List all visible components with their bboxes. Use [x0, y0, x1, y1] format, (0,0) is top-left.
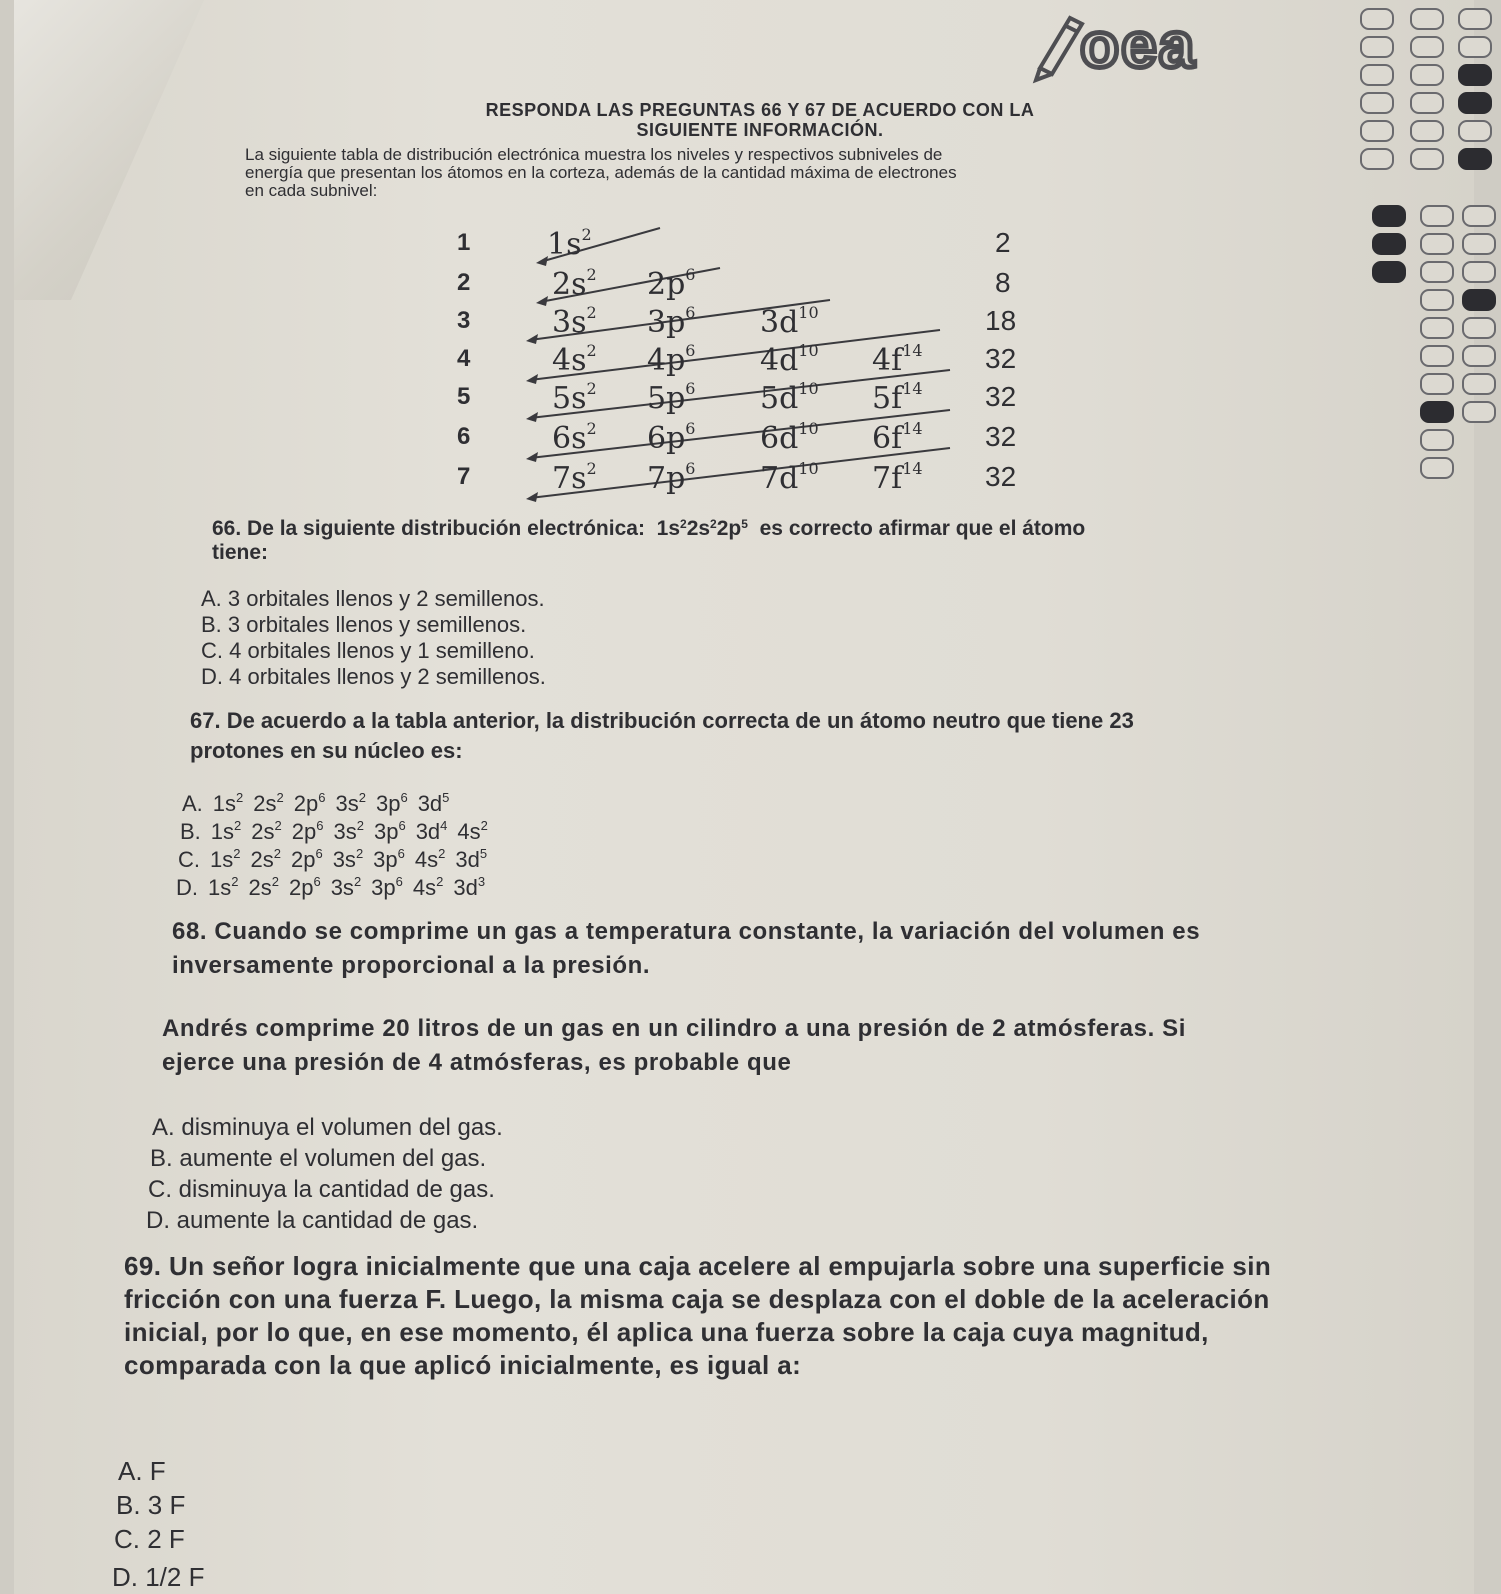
orbital-term: $1s^2$ [547, 225, 592, 262]
q68-line-2: inversamente proporcional a la presión. [172, 952, 651, 979]
orbital-term: $7f^{14}$ [872, 459, 923, 496]
q66-line-2: tiene: [212, 541, 269, 564]
orbital-term: $5s^2$ [552, 379, 597, 416]
q69-option-b[interactable]: B. 3 F [116, 1490, 186, 1520]
config-term: $3p^6$ [373, 818, 406, 844]
answer-bubbles-top-2 [1410, 8, 1444, 170]
answer-bubble [1462, 261, 1496, 283]
q68-line-4: ejerce una presión de 4 atmósferas, es probable que [162, 1049, 792, 1076]
q69-line-1: 69. Un señor logra inicialmente que una caja acelere al empujarla sobre una superficie sin [124, 1251, 1272, 1281]
config-term: $3s^2$ [333, 818, 364, 844]
q67-option-c[interactable] [178, 846, 497, 873]
level-number: 4 [457, 345, 471, 372]
config-term: $1s^2$ [208, 874, 239, 900]
level-number: 2 [457, 269, 471, 296]
answer-bubble [1420, 345, 1454, 367]
answer-bubble [1420, 373, 1454, 395]
answer-bubble [1360, 92, 1394, 114]
answer-bubble-filled [1372, 233, 1406, 255]
orbital-term: $6p^6$ [647, 419, 696, 456]
orbital-term: $5d^{10}$ [760, 379, 819, 416]
config-term: $2p^6$ [291, 818, 324, 844]
orbital-term: $4f^{14}$ [872, 341, 923, 378]
answer-bubble-filled [1372, 205, 1406, 227]
q68-option-b[interactable]: B. aumente el volumen del gas. [150, 1145, 487, 1172]
answer-bubble [1410, 92, 1444, 114]
orbital-term: $6f^{14}$ [872, 419, 923, 456]
q67-option-b[interactable] [180, 818, 498, 845]
answer-bubble [1420, 205, 1454, 227]
config-term: $3p^6$ [371, 874, 403, 900]
config-term: $3d^5$ [417, 790, 450, 816]
intro-line-2: energía que presentan los átomos en la corteza, además de la cantidad máxima de electrones [245, 163, 957, 182]
level-number: 7 [457, 463, 471, 490]
section-heading [410, 100, 1110, 140]
max-electrons: 32 [985, 421, 1017, 452]
q69-line-4: comparada con la que aplicó inicialmente, es igual a: [124, 1350, 802, 1380]
config-term: $1s^2$ [212, 790, 244, 816]
max-electrons: 32 [985, 381, 1017, 412]
orbital-term: $6s^2$ [552, 419, 597, 456]
answer-bubbles-top [1360, 8, 1394, 170]
answer-bubbles-mid [1420, 205, 1454, 479]
config-term: $4s^2$ [457, 818, 488, 844]
question-67 [190, 706, 1370, 766]
orbital-term: $5p^6$ [647, 379, 696, 416]
answer-bubble [1458, 36, 1492, 58]
q67-line-1: 67. De acuerdo a la tabla anterior, la distribución correcta de un átomo neutro que tiene 23 [190, 708, 1134, 733]
config-term: $2p^6$ [288, 874, 321, 900]
max-electrons: 8 [995, 267, 1011, 298]
question-68-body [162, 1012, 1432, 1080]
option-letter: B. [180, 819, 201, 844]
answer-bubble-filled [1420, 401, 1454, 423]
orbital-term: $7s^2$ [552, 459, 597, 496]
intro-line-1: La siguiente tabla de distribución electrónica muestra los niveles y respectivos subniveles de [245, 145, 943, 164]
q68-line-1: 68. Cuando se comprime un gas a temperatura constante, la variación del volumen es [172, 918, 1201, 945]
config-term: $4s^2$ [412, 874, 444, 900]
orbital-term: $4s^2$ [552, 341, 597, 378]
orbital-term: $7p^6$ [647, 459, 696, 496]
level-number: 6 [457, 423, 471, 450]
option-letter: A. [182, 791, 203, 816]
max-electrons: 18 [985, 305, 1017, 336]
config-term: $4s^2$ [414, 846, 446, 872]
config-term: $3s^2$ [330, 874, 362, 900]
config-term: $3p^6$ [373, 846, 405, 872]
q69-option-c[interactable]: C. 2 F [114, 1524, 185, 1554]
config-term: $3s^2$ [332, 846, 364, 872]
answer-bubble [1410, 120, 1444, 142]
max-electrons: 32 [985, 461, 1017, 492]
orbital-term: $3p^6$ [647, 303, 696, 340]
question-66 [212, 512, 1332, 565]
orbital-term: $7d^{10}$ [760, 459, 819, 496]
level-number: 3 [457, 307, 471, 334]
q67-line-2: protones en su núcleo es: [190, 738, 463, 763]
config-term: $2s^2$ [253, 790, 284, 816]
orbital-term: $4p^6$ [647, 341, 696, 378]
orbital-term: $2s^2$ [552, 265, 597, 302]
q67-option-d[interactable] [176, 874, 495, 901]
answer-bubble-filled [1462, 289, 1496, 311]
config-term: $3d^3$ [453, 874, 486, 900]
option-letter: C. [178, 847, 200, 872]
orbital-term: $3s^2$ [552, 303, 597, 340]
question-68 [172, 915, 1422, 983]
answer-bubble [1360, 148, 1394, 170]
answer-bubble [1410, 64, 1444, 86]
config-term: $3s^2$ [335, 790, 366, 816]
config-term: $1s^2$ [210, 846, 241, 872]
max-electrons: 32 [985, 343, 1017, 374]
answer-bubble [1360, 36, 1394, 58]
orbital-term: $6d^{10}$ [760, 419, 819, 456]
q66-prefix: 66. De la siguiente distribución electrónica: [212, 517, 645, 540]
answer-bubble [1420, 317, 1454, 339]
answer-bubble [1420, 457, 1454, 479]
answer-bubble-filled [1372, 261, 1406, 283]
max-electrons: 2 [995, 227, 1011, 258]
intro-paragraph [245, 146, 1265, 200]
q69-line-3: inicial, por lo que, en ese momento, él aplica una fuerza sobre la caja cuya magnitud, [124, 1317, 1209, 1347]
config-term: $3d^5$ [455, 846, 488, 872]
config-term: $2s^2$ [250, 846, 281, 872]
answer-bubble-filled [1458, 148, 1492, 170]
answer-bubble [1420, 233, 1454, 255]
q68-option-d[interactable]: D. aumente la cantidad de gas. [146, 1207, 479, 1234]
heading-line-2: SIGUIENTE INFORMACIÓN. [636, 120, 884, 140]
config-term: $2p^6$ [293, 790, 326, 816]
q66-option-a[interactable]: A. 3 orbitales llenos y 2 semillenos. [201, 586, 545, 611]
brand-logo-text: oea [1080, 9, 1197, 81]
intro-line-3: en cada subnivel: [245, 181, 378, 200]
orbital-term: $2p^6$ [647, 265, 696, 302]
level-number: 1 [457, 229, 471, 256]
config-term: $3d^4$ [415, 818, 448, 844]
level-number: 5 [457, 383, 471, 410]
config-term: $2s^2$ [251, 818, 282, 844]
answer-bubble [1360, 120, 1394, 142]
answer-bubble [1462, 345, 1496, 367]
q68-option-c[interactable]: C. disminuya la cantidad de gas. [148, 1176, 495, 1203]
question-69 [124, 1250, 1474, 1382]
q66-suffix: es correcto afirmar que el átomo [759, 517, 1086, 540]
answer-bubble [1410, 8, 1444, 30]
q69-line-2: fricción con una fuerza F. Luego, la misma caja se desplaza con el doble de la aceleración [124, 1284, 1270, 1314]
answer-bubble [1462, 233, 1496, 255]
answer-bubble [1420, 289, 1454, 311]
answer-bubble [1462, 373, 1496, 395]
q69-option-a[interactable]: A. F [118, 1456, 166, 1486]
q66-config: $1s^22s^22p^5$ [656, 517, 748, 540]
q68-line-3: Andrés comprime 20 litros de un gas en un cilindro a una presión de 2 atmósferas. Si [162, 1015, 1186, 1042]
answer-bubbles-mid-3 [1462, 205, 1496, 423]
answer-bubble [1458, 8, 1492, 30]
answer-bubble [1462, 205, 1496, 227]
answer-bubble [1420, 429, 1454, 451]
q68-option-a[interactable]: A. disminuya el volumen del gas. [152, 1114, 503, 1141]
orbital-term: $5f^{14}$ [872, 379, 923, 416]
config-term: $2s^2$ [248, 874, 279, 900]
option-letter: D. [176, 875, 198, 900]
config-term: $3p^6$ [375, 790, 408, 816]
orbital-term: $3d^{10}$ [760, 303, 819, 340]
q67-option-a[interactable] [182, 790, 459, 817]
answer-bubble-filled [1458, 64, 1492, 86]
q66-option-c[interactable]: C. 4 orbitales llenos y 1 semilleno. [201, 638, 535, 663]
q66-option-d[interactable]: D. 4 orbitales llenos y 2 semillenos. [201, 664, 546, 689]
answer-bubble-filled [1458, 92, 1492, 114]
answer-bubble [1462, 401, 1496, 423]
orbital-term: $4d^{10}$ [760, 341, 819, 378]
config-term: $1s^2$ [210, 818, 242, 844]
answer-bubble [1410, 148, 1444, 170]
q69-option-d[interactable]: D. 1/2 F [112, 1562, 205, 1592]
answer-bubble [1462, 317, 1496, 339]
answer-bubble [1360, 8, 1394, 30]
answer-bubble [1420, 261, 1454, 283]
answer-bubbles-mid-2 [1372, 205, 1406, 283]
page-curl [14, 0, 204, 300]
heading-line-1: RESPONDA LAS PREGUNTAS 66 Y 67 DE ACUERDO CON LA [485, 100, 1035, 120]
q66-option-b[interactable]: B. 3 orbitales llenos y semillenos. [201, 612, 527, 637]
answer-bubble [1360, 64, 1394, 86]
answer-bubble [1458, 120, 1492, 142]
config-term: $2p^6$ [290, 846, 323, 872]
answer-bubbles-top-3 [1458, 8, 1492, 170]
answer-bubble [1410, 36, 1444, 58]
